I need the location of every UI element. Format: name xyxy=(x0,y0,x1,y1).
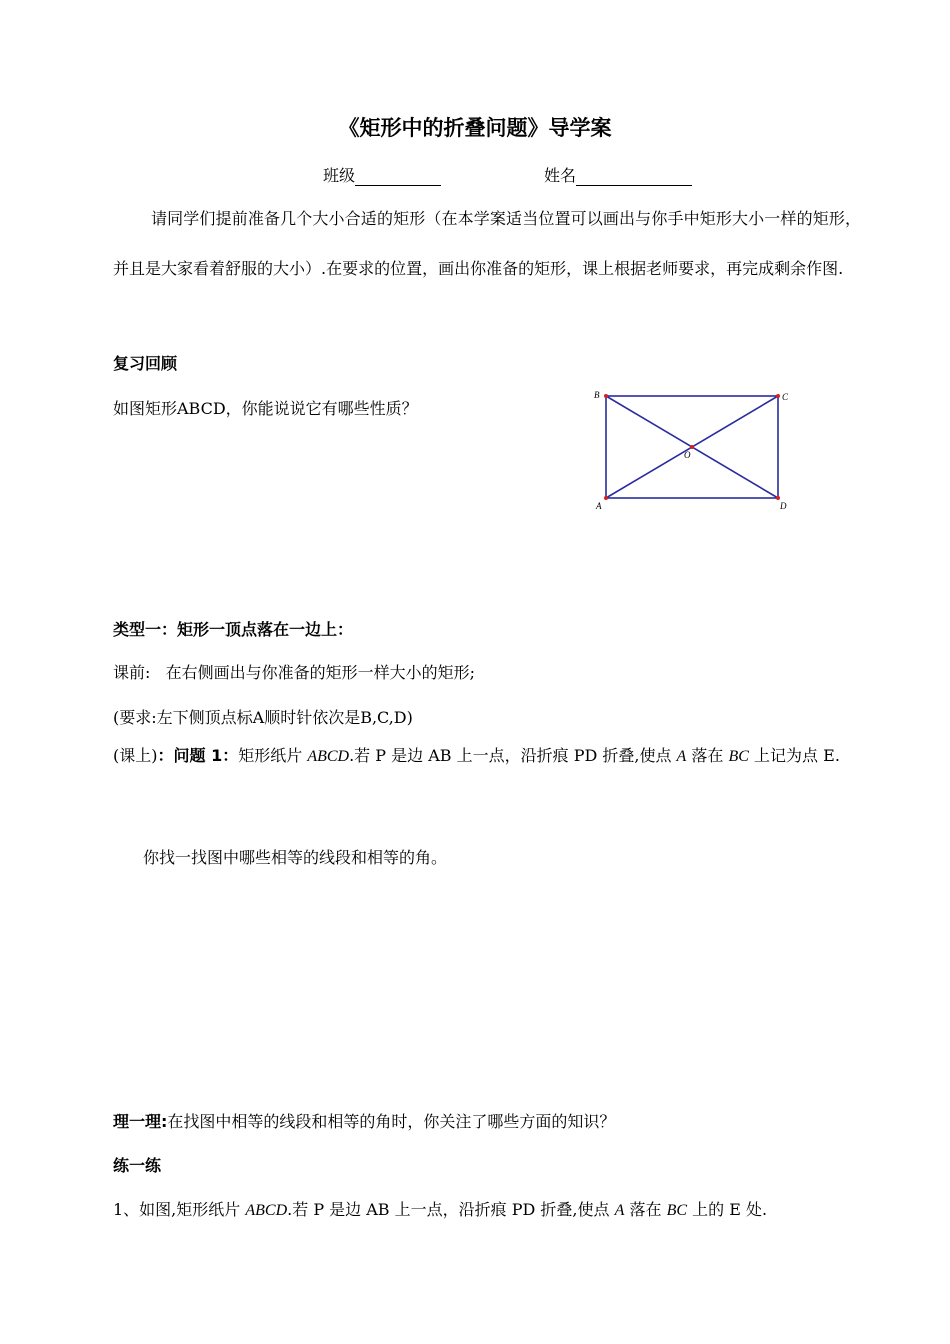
page-title: 《矩形中的折叠问题》导学案 xyxy=(338,116,612,140)
problem-1 xyxy=(113,731,861,782)
point-o xyxy=(690,445,694,449)
rectangle-abcd-figure xyxy=(588,386,798,516)
practice-text-2: .若 P 是边 AB 上一点，沿折痕 PD 折叠,使点 xyxy=(287,1200,615,1219)
problem-label: ：问题 1： xyxy=(157,746,239,765)
reflect-label: 理一理: xyxy=(113,1112,168,1131)
find-equal-prompt: 你找一找图中哪些相等的线段和相等的角。 xyxy=(143,848,448,867)
practice-math-bc: BC xyxy=(666,1202,688,1219)
type1-heading: 类型一：矩形一顶点落在一边上： xyxy=(113,620,354,639)
practice-math-a: A xyxy=(614,1202,625,1219)
practice-heading: 练一练 xyxy=(113,1156,162,1175)
label-o: O xyxy=(684,450,691,460)
problem-text-1: 矩形纸片 xyxy=(238,746,308,765)
point-c xyxy=(776,394,780,398)
label-c: C xyxy=(782,392,789,402)
review-question: 如图矩形ABCD，你能说说它有哪些性质？ xyxy=(113,399,418,418)
name-blank[interactable] xyxy=(576,167,692,186)
problem-prefix: (课上) xyxy=(113,746,158,765)
name-label: 姓名 xyxy=(544,166,577,185)
intro-paragraph: 请同学们提前准备几个大小合适的矩形（在本学案适当位置可以画出与你手中矩形大小一样的矩形，并且是大家看着舒服的大小）.在要求的位置，画出你准备的矩形，课上根据老师要求，再完成剩余作图. xyxy=(113,209,861,278)
label-b: B xyxy=(594,390,600,400)
review-heading: 复习回顾 xyxy=(113,354,178,373)
problem-text-4: 上记为点 E. xyxy=(748,746,840,765)
requirement-note: (要求:左下侧顶点标A顺时针依次是B,C,D) xyxy=(113,708,413,727)
practice-text-1: 1、如图,矩形纸片 xyxy=(113,1200,246,1219)
class-label: 班级 xyxy=(323,166,356,185)
practice-math-abcd: ABCD xyxy=(245,1202,288,1219)
problem-math-abcd: ABCD xyxy=(307,748,350,765)
point-d xyxy=(776,496,780,500)
class-field xyxy=(323,163,441,186)
reflect-text: 在找图中相等的线段和相等的角时，你关注了哪些方面的知识？ xyxy=(167,1112,616,1131)
label-d: D xyxy=(780,501,787,511)
label-a: A xyxy=(596,501,602,511)
point-a xyxy=(604,496,608,500)
pre-class-instruction: 课前: 在右侧画出与你准备的矩形一样大小的矩形; xyxy=(113,663,476,682)
practice-text-3: 落在 xyxy=(624,1200,667,1219)
practice-item-1 xyxy=(113,1197,767,1220)
problem-math-bc: BC xyxy=(728,748,749,765)
problem-text-2: .若 P 是边 AB 上一点，沿折痕 PD 折叠,使点 xyxy=(349,746,677,765)
reflect-line xyxy=(113,1109,615,1132)
class-blank[interactable] xyxy=(355,167,441,186)
point-b xyxy=(604,394,608,398)
practice-text-4: 上的 E 处. xyxy=(687,1200,768,1219)
problem-math-a: A xyxy=(676,748,687,765)
name-field xyxy=(544,163,692,186)
problem-text-3: 落在 xyxy=(686,746,729,765)
